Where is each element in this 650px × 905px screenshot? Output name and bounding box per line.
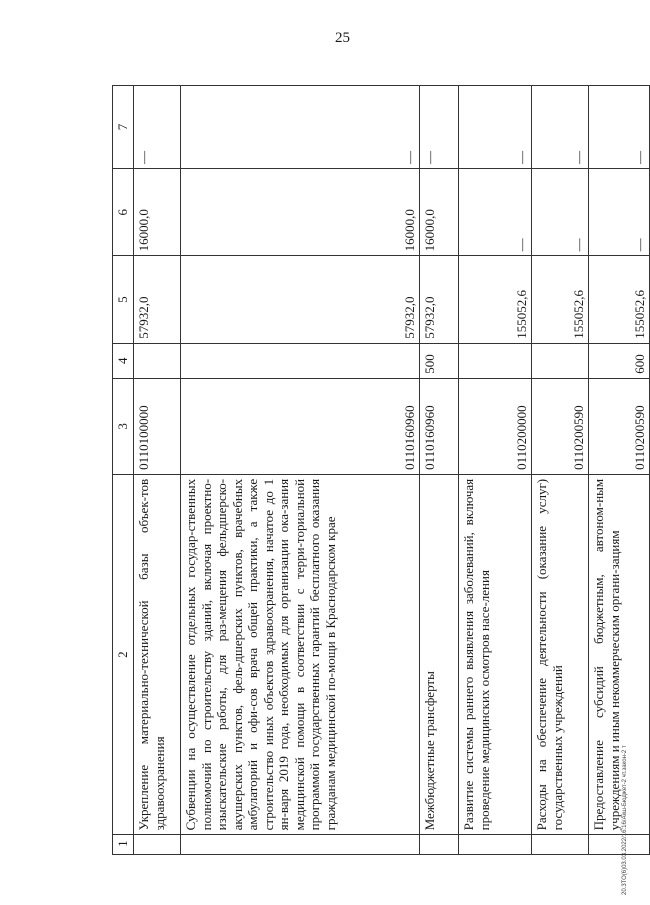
row-code: 0110160960 <box>181 378 420 474</box>
row-code: 0110160960 <box>420 378 459 474</box>
table-row <box>420 86 459 855</box>
header-cell: 3 <box>113 378 134 474</box>
table-row <box>532 86 589 855</box>
document-footer-note: 20.3ТО(6)03.03.2022/16:16/Акш-Бюджет-2 чт.закон-2 т <box>622 745 628 895</box>
row-value-7: — <box>459 86 532 169</box>
row-name: Субвенции на осуществление отдельных государ-ственных полномочий по строительству зданий, включая проектно-изыскательские работы, для раз-мещения фельдшерско-акушерских пунктов, фель-дшерских пунктов, врачебных амбулаторий и офи-сов врача общей практики, а также строительство иных объектов здравоохранения, начатое до 1 ян-варя 2019 года, необходимых для организации ока-зания медицинской помощи в соответствии с терри-ториальной программой государственных гарантий бесплатного оказания гражданам медицинской по-мощи в Краснодарском крае <box>181 474 420 834</box>
row-value-6: — <box>589 169 650 256</box>
row-code: 0110200590 <box>589 378 650 474</box>
rotated-table-container <box>112 85 647 855</box>
table-row <box>181 86 420 855</box>
row-index-cell <box>532 835 589 855</box>
row-code: 0110100000 <box>134 378 181 474</box>
table-row <box>134 86 181 855</box>
row-type <box>459 343 532 378</box>
row-index-cell <box>181 835 420 855</box>
row-value-5: 57932,0 <box>134 256 181 343</box>
header-cell: 4 <box>113 343 134 378</box>
row-index-cell <box>459 835 532 855</box>
row-type: 600 <box>589 343 650 378</box>
budget-table <box>112 85 650 855</box>
row-name: Развитие системы раннего выявления заболеваний, включая проведение медицинских осмотров насе-ления <box>459 474 532 834</box>
row-name: Расходы на обеспечение деятельности (оказание услуг) государственных учреждений <box>532 474 589 834</box>
row-index-cell <box>134 835 181 855</box>
row-value-7: — <box>181 86 420 169</box>
table-row <box>459 86 532 855</box>
row-value-5: 57932,0 <box>420 256 459 343</box>
row-value-7: — <box>420 86 459 169</box>
header-cell: 7 <box>113 86 134 169</box>
row-type <box>134 343 181 378</box>
row-code: 0110200590 <box>532 378 589 474</box>
header-cell: 6 <box>113 169 134 256</box>
row-value-6: — <box>459 169 532 256</box>
header-cell: 1 <box>113 835 134 855</box>
header-cell: 2 <box>113 474 134 834</box>
row-type <box>181 343 420 378</box>
row-value-6: 16000,0 <box>420 169 459 256</box>
row-value-5: 155052,6 <box>532 256 589 343</box>
table-header-row <box>113 86 134 855</box>
row-name: Предоставление субсидий бюджетным, автоном-ным учреждениям и иным некоммерческим органи-зациям <box>589 474 650 834</box>
table-row <box>589 86 650 855</box>
header-cell: 5 <box>113 256 134 343</box>
row-type <box>532 343 589 378</box>
row-value-6: 16000,0 <box>134 169 181 256</box>
row-value-5: 57932,0 <box>181 256 420 343</box>
row-value-7: — <box>134 86 181 169</box>
row-value-7: — <box>532 86 589 169</box>
row-type: 500 <box>420 343 459 378</box>
row-index-cell <box>420 835 459 855</box>
row-value-6: 16000,0 <box>181 169 420 256</box>
row-value-5: 155052,6 <box>589 256 650 343</box>
row-name: Межбюджетные трансферты <box>420 474 459 834</box>
row-index-cell <box>589 835 650 855</box>
row-value-6: — <box>532 169 589 256</box>
row-value-5: 155052,6 <box>459 256 532 343</box>
row-value-7: — <box>589 86 650 169</box>
row-code: 0110200000 <box>459 378 532 474</box>
page-number: 25 <box>335 30 350 46</box>
row-name: Укрепление материально-технической базы объек-тов здравоохранения <box>134 474 181 834</box>
